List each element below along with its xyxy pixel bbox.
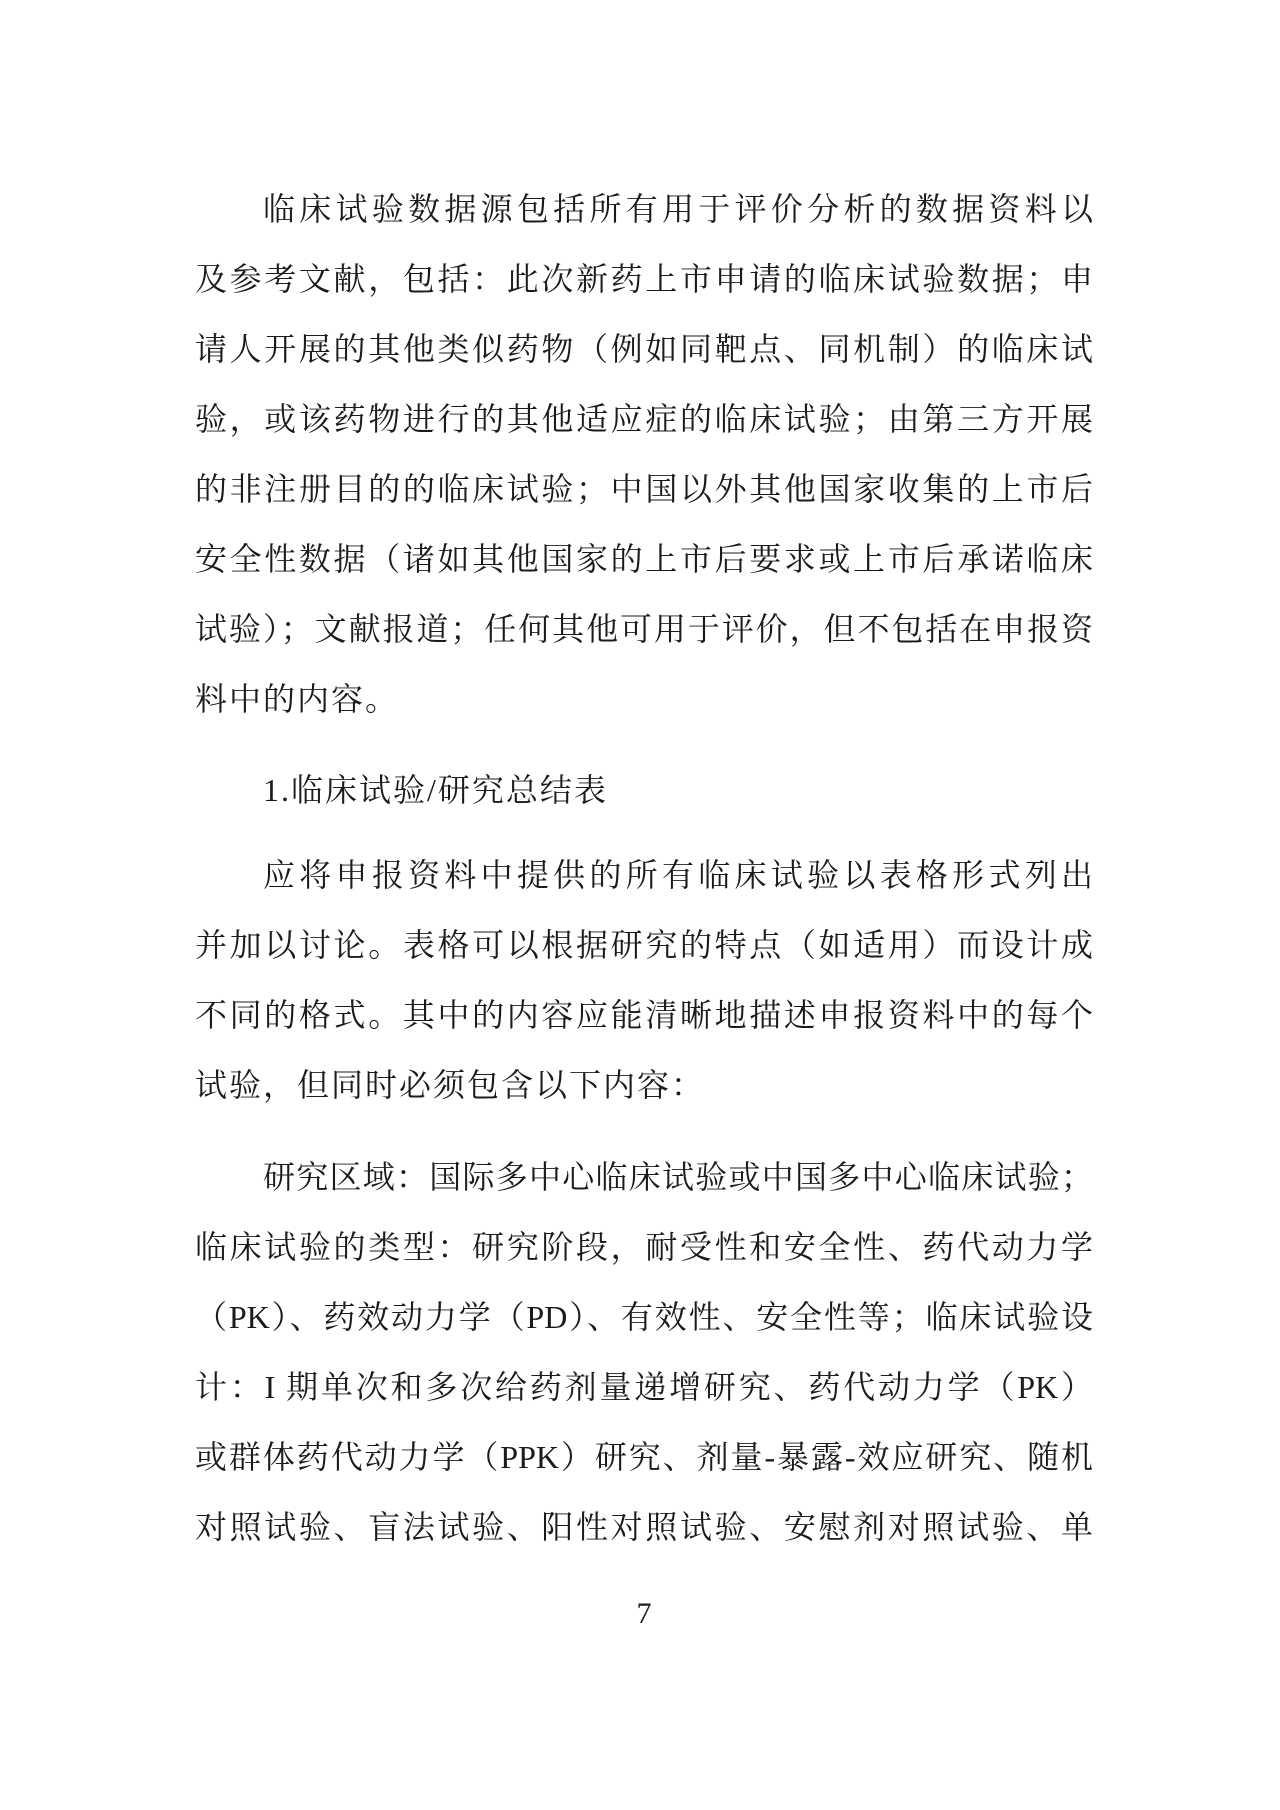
text-line: 临床试验的类型：研究阶段，耐受性和安全性、药代动力学 [195,1229,1093,1265]
paragraph [195,840,1093,1120]
text-line: 试验，但同时必须包含以下内容： [195,1067,706,1103]
page-content [195,174,1093,1634]
text-line: 计：I 期单次和多次给药剂量递增研究、药代动力学（PK） [195,1369,1093,1405]
page-number: 7 [636,1597,652,1630]
text-line: （PK）、药效动力学（PD）、有效性、安全性等；临床试验设 [195,1299,1093,1335]
text-line: 对照试验、盲法试验、阳性对照试验、安慰剂对照试验、单 [195,1509,1093,1545]
text-line: 的非注册目的的临床试验；中国以外其他国家收集的上市后 [195,471,1093,507]
text-line: 并加以讨论。表格可以根据研究的特点（如适用）而设计成 [195,927,1093,963]
text-line: 及参考文献，包括：此次新药上市申请的临床试验数据；申 [195,261,1093,297]
paragraph [195,174,1093,734]
text-line: 或群体药代动力学（PPK）研究、剂量-暴露-效应研究、随机 [195,1439,1093,1475]
section-heading: 1.临床试验/研究总结表 [263,772,608,808]
text-line: 验，或该药物进行的其他适应症的临床试验；由第三方开展 [195,401,1093,437]
text-line: 安全性数据（诸如其他国家的上市后要求或上市后承诺临床 [195,541,1093,577]
text-line: 应将申报资料中提供的所有临床试验以表格形式列出 [263,857,1093,893]
text-line: 请人开展的其他类似药物（例如同靶点、同机制）的临床试 [195,331,1093,367]
text-line: 研究区域：国际多中心临床试验或中国多中心临床试验； [263,1159,1093,1195]
text-line: 料中的内容。 [195,681,400,717]
paragraph [195,1142,1093,1562]
text-line: 试验）；文献报道；任何其他可用于评价，但不包括在申报资 [195,611,1093,647]
text-line: 临床试验数据源包括所有用于评价分析的数据资料以 [263,191,1093,227]
text-line: 不同的格式。其中的内容应能清晰地描述申报资料中的每个 [195,997,1093,1033]
